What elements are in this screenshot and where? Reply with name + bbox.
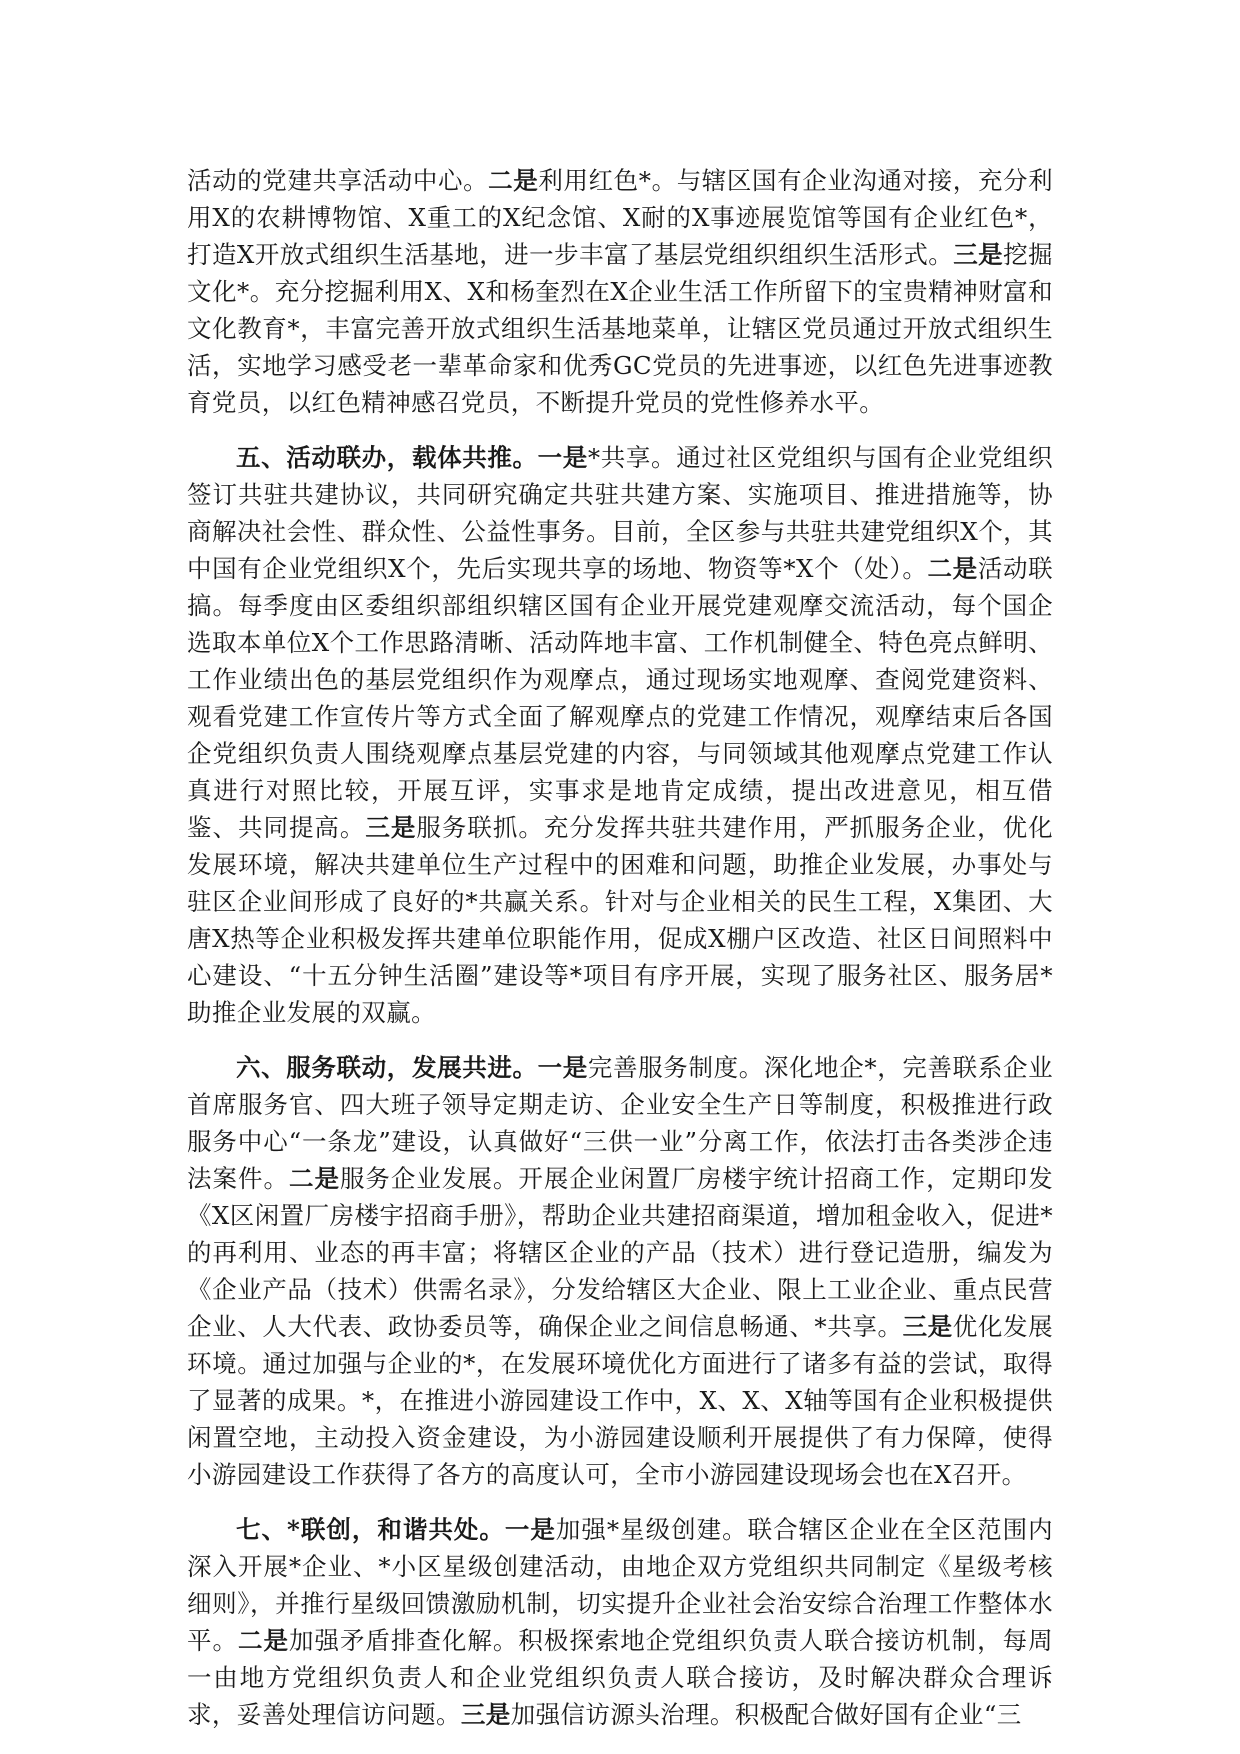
text-run: 服务企业发展。开展企业闲置厂房楼宇统计招商工作，定期印发《X区闲置厂房楼宇招商手册》，帮助企业共建招商渠道，增加租金收入，促进*的再利用、业态的再丰富；将辖区企业的产品（技术）进行登记造册，编发为《企业产品（技术）供需名录》，分发给辖区大企业、限上工业企业、重点民营企业、人大代表、政协委员等，确保企业之间信息畅通、*共享。	[187, 1164, 1053, 1341]
paragraph-intro	[187, 162, 1053, 421]
text-run: 活动联搞。每季度由区委组织部组织辖区国有企业开展党建观摩交流活动，每个国企选取本单位X个工作思路清晰、活动阵地丰富、工作机制健全、特色亮点鲜明、工作业绩出色的基层党组织作为观摩点，通过现场实地观摩、查阅党建资料、观看党建工作宣传片等方式全面了解观摩点的党建工作情况，观摩结束后各国企党组织负责人围绕观摩点基层党建的内容，与同领域其他观摩点党建工作认真进行对照比较，开展互评，实事求是地肯定成绩，提出改进意见，相互借鉴、共同提高。	[187, 554, 1054, 842]
text-run: 加强信访源头治理。积极配合做好国有企业“三	[510, 1700, 1022, 1729]
section-heading: 五、活动联办，载体共推。一是	[236, 443, 588, 472]
text-run-bold: 三是	[953, 240, 1004, 269]
text-run: 完善服务制度。深化地企*，完善联系企业首席服务官、四大班子领导定期走访、企业安全生产日等制度，积极推进行政服务中心“一条龙”建设，认真做好“三供一业”分离工作，依法打击各类涉企违法案件。	[187, 1053, 1053, 1193]
text-run: 活动的党建共享活动中心。	[187, 166, 489, 195]
section-heading: 六、服务联动，发展共进。一是	[236, 1053, 588, 1082]
paragraph-section-7	[187, 1511, 1053, 1733]
text-run-bold: 二是	[488, 166, 539, 195]
text-run-bold: 三是	[902, 1312, 953, 1341]
paragraph-section-5	[187, 439, 1053, 1031]
text-run: *共享。通过社区党组织与国有企业党组织签订共驻共建协议，共同研究确定共驻共建方案、实施项目、推进措施等，协商解决社会性、群众性、公益性事务。目前，全区参与共驻共建党组织X个，其中国有企业党组织X个，先后实现共享的场地、物资等*X个（处）。	[187, 443, 1053, 583]
text-run-bold: 二是	[927, 554, 978, 583]
text-run: 挖掘文化*。充分挖掘利用X、X和杨奎烈在X企业生活工作所留下的宝贵精神财富和文化教育*，丰富完善开放式组织生活基地菜单，让辖区党员通过开放式组织生活，实地学习感受老一辈革命家和优秀GC党员的先进事迹，以红色先进事迹教育党员，以红色精神感召党员，不断提升党员的党性修养水平。	[187, 240, 1053, 417]
text-run-bold: 三是	[365, 813, 417, 842]
text-run-bold: 二是	[237, 1626, 289, 1655]
text-run: 加强*星级创建。联合辖区企业在全区范围内深入开展*企业、*小区星级创建活动，由地企双方党组织共同制定《星级考核细则》，并推行星级回馈激励机制，切实提升企业社会治安综合治理工作整体水平。	[187, 1515, 1053, 1655]
section-heading: 七、*联创，和谐共处。一是	[236, 1515, 556, 1544]
text-run-bold: 二是	[288, 1164, 340, 1193]
text-run: 优化发展环境。通过加强与企业的*，在发展环境优化方面进行了诸多有益的尝试，取得了显著的成果。*，在推进小游园建设工作中，X、X、X轴等国有企业积极提供闲置空地，主动投入资金建设，为小游园建设顺利开展提供了有力保障，使得小游园建设工作获得了各方的高度认可，全市小游园建设现场会也在X召开。	[187, 1312, 1053, 1489]
text-run: 利用红色*。与辖区国有企业沟通对接，充分利用X的农耕博物馆、X重工的X纪念馆、X耐的X事迹展览馆等国有企业红色*，打造X开放式组织生活基地，进一步丰富了基层党组织组织生活形式。	[187, 166, 1053, 269]
text-run: 加强矛盾排查化解。积极探索地企党组织负责人联合接访机制，每周一由地方党组织负责人和企业党组织负责人联合接访，及时解决群众合理诉求，妥善处理信访问题。	[187, 1626, 1053, 1729]
paragraph-section-6	[187, 1049, 1053, 1493]
text-run-bold: 三是	[460, 1700, 511, 1729]
text-run: 服务联抓。充分发挥共驻共建作用，严抓服务企业，优化发展环境，解决共建单位生产过程中的困难和问题，助推企业发展，办事处与驻区企业间形成了良好的*共赢关系。针对与企业相关的民生工程，X集团、大唐X热等企业积极发挥共建单位职能作用，促成X棚户区改造、社区日间照料中心建设、“十五分钟生活圈”建设等*项目有序开展，实现了服务社区、服务居*助推企业发展的双赢。	[187, 813, 1053, 1027]
